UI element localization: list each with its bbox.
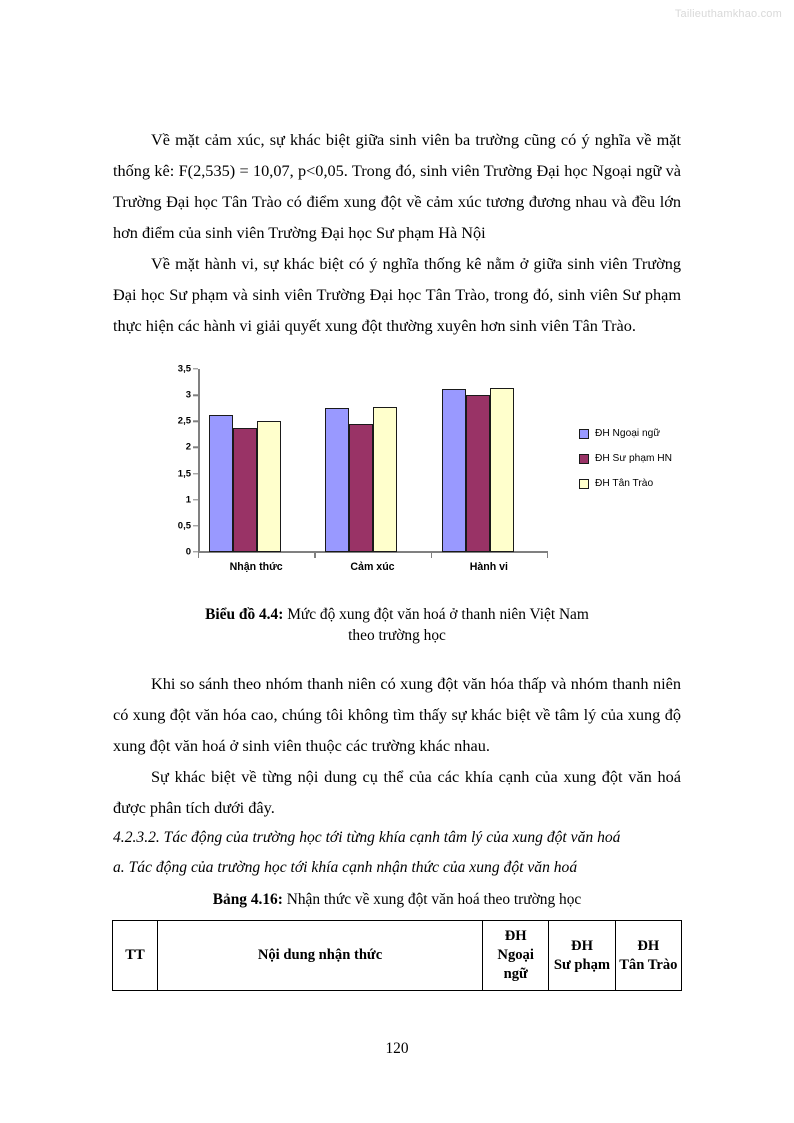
y-tick-mark bbox=[193, 551, 198, 552]
y-tick-mark bbox=[193, 525, 198, 526]
y-tick-label: 2,5 bbox=[177, 415, 191, 427]
legend-label: ĐH Ngoại ngữ bbox=[595, 428, 661, 439]
x-axis-label: Nhận thức bbox=[229, 561, 283, 573]
y-tick-mark bbox=[193, 368, 198, 369]
table-caption-label: Bảng 4.16: bbox=[212, 891, 283, 908]
table-caption bbox=[113, 889, 681, 911]
y-tick-label: 3 bbox=[185, 389, 191, 401]
bar bbox=[442, 389, 466, 552]
figure-4-4 bbox=[113, 359, 681, 594]
bar bbox=[233, 428, 257, 552]
table-header-cell bbox=[158, 921, 483, 991]
legend-item bbox=[579, 471, 699, 496]
x-axis-ticks bbox=[198, 551, 547, 559]
bar-group bbox=[431, 369, 547, 552]
page-content bbox=[113, 0, 681, 1123]
table-header-cell bbox=[549, 921, 615, 991]
table-header-line1: ĐH bbox=[571, 937, 593, 954]
table-header-line1: TT bbox=[125, 947, 145, 963]
bar-chart bbox=[145, 359, 565, 577]
bar-group bbox=[198, 369, 314, 552]
legend-swatch-icon bbox=[579, 454, 589, 464]
table-caption-text: Nhận thức về xung đột văn hoá theo trường học bbox=[282, 891, 582, 908]
bar bbox=[325, 408, 349, 552]
bar bbox=[209, 415, 233, 552]
y-tick-mark bbox=[193, 421, 198, 422]
table-header-line2: Tân Trào bbox=[619, 956, 678, 973]
bar bbox=[349, 424, 373, 552]
table-header-cell bbox=[615, 921, 681, 991]
y-tick-label: 0,5 bbox=[177, 520, 191, 532]
bar-group bbox=[314, 369, 430, 552]
table-header-line2: Ngoại ngữ bbox=[497, 947, 534, 982]
x-tick-mark bbox=[314, 551, 315, 558]
y-tick-label: 1,5 bbox=[177, 468, 191, 480]
table-header-line1: ĐH bbox=[637, 937, 660, 954]
y-tick-mark bbox=[193, 473, 198, 474]
x-tick-mark bbox=[431, 551, 432, 558]
figure-caption-line2: theo trường học bbox=[348, 627, 446, 644]
legend-item bbox=[579, 446, 699, 471]
x-axis-label: Hành vi bbox=[469, 561, 508, 573]
table-header-row bbox=[113, 921, 682, 991]
legend-swatch-icon bbox=[579, 479, 589, 489]
table-4-16 bbox=[112, 920, 682, 991]
y-axis-labels bbox=[145, 363, 191, 558]
legend-label: ĐH Tân Trào bbox=[595, 478, 654, 489]
table-header bbox=[113, 921, 682, 991]
table-header-line2: Sư phạm bbox=[553, 956, 611, 973]
paragraph-emotion-difference: Về mặt cảm xúc, sự khác biệt giữa sinh viên ba trường cũng có ý nghĩa về mặt thống kê: F(2,535) = 10,07, p<0,05. Trong đó, sinh viên Trường Đại học Ngoại ngữ và Trường Đại học Tân Trào có điểm xung đột về cảm xúc tương đương nhau và đều lớn hơn điểm của sinh viên Trường Đại học Sư phạm Hà Nội bbox=[113, 130, 681, 242]
y-tick-label: 3,5 bbox=[177, 363, 191, 375]
bar bbox=[490, 388, 514, 552]
paragraph-behavior-difference: Về mặt hành vi, sự khác biệt có ý nghĩa thống kê nằm ở giữa sinh viên Trường Đại học Sư phạm và sinh viên Trường Đại học Tân Trào, trong đó, sinh viên Sư phạm thực hiện các hành vi giải quyết xung đột thường xuyên hơn sinh viên Tân Trào. bbox=[113, 254, 681, 335]
table-header-line1: ĐH bbox=[504, 928, 527, 944]
legend-swatch-icon bbox=[579, 429, 589, 439]
paragraph-detail-intro: Sự khác biệt về từng nội dung cụ thể của các khía cạnh của xung đột văn hoá được phân tích dưới đây. bbox=[113, 767, 681, 817]
legend-label: ĐH Sư phạm HN bbox=[595, 453, 673, 464]
site-watermark: Tailieuthamkhao.com bbox=[674, 8, 782, 20]
heading-a-cognition: a. Tác động của trường học tới khía cạnh nhận thức của xung đột văn hoá bbox=[113, 859, 578, 876]
y-tick-label: 1 bbox=[185, 494, 191, 506]
y-tick-mark bbox=[193, 394, 198, 395]
x-axis-label: Cảm xúc bbox=[350, 561, 395, 573]
bar bbox=[466, 395, 490, 552]
bar bbox=[373, 407, 397, 552]
bar-groups bbox=[198, 369, 547, 552]
legend-item bbox=[579, 421, 699, 446]
y-tick-mark bbox=[193, 447, 198, 448]
table-header-line1: Nội dung nhận thức bbox=[257, 947, 383, 963]
paragraph-group-comparison: Khi so sánh theo nhóm thanh niên có xung đột văn hóa thấp và nhóm thanh niên có xung đột văn hóa cao, chúng tôi không tìm thấy sự khác biệt về tâm lý của xung độ xung đột văn hoá ở sinh viên thuộc các trường khác nhau. bbox=[113, 674, 681, 755]
figure-caption-text: Mức độ xung đột văn hoá ở thanh niên Việt Nam bbox=[283, 606, 589, 623]
y-tick-label: 2 bbox=[185, 441, 191, 453]
figure-caption bbox=[113, 604, 681, 646]
paragraph-group-top bbox=[113, 0, 681, 341]
bar bbox=[257, 421, 281, 552]
x-tick-mark bbox=[547, 551, 548, 558]
y-tick-label: 0 bbox=[185, 546, 191, 558]
x-axis-labels bbox=[198, 561, 547, 573]
chart-legend bbox=[579, 421, 699, 496]
heading-4-2-3-2: 4.2.3.2. Tác động của trường học tới từng khía cạnh tâm lý của xung đột văn hoá bbox=[113, 829, 621, 846]
table-header-cell bbox=[113, 921, 158, 991]
x-tick-mark bbox=[198, 551, 199, 558]
figure-caption-label: Biểu đồ 4.4: bbox=[205, 606, 284, 623]
y-tick-mark bbox=[193, 499, 198, 500]
table-header-cell bbox=[483, 921, 549, 991]
page-number: 120 bbox=[385, 1040, 409, 1057]
